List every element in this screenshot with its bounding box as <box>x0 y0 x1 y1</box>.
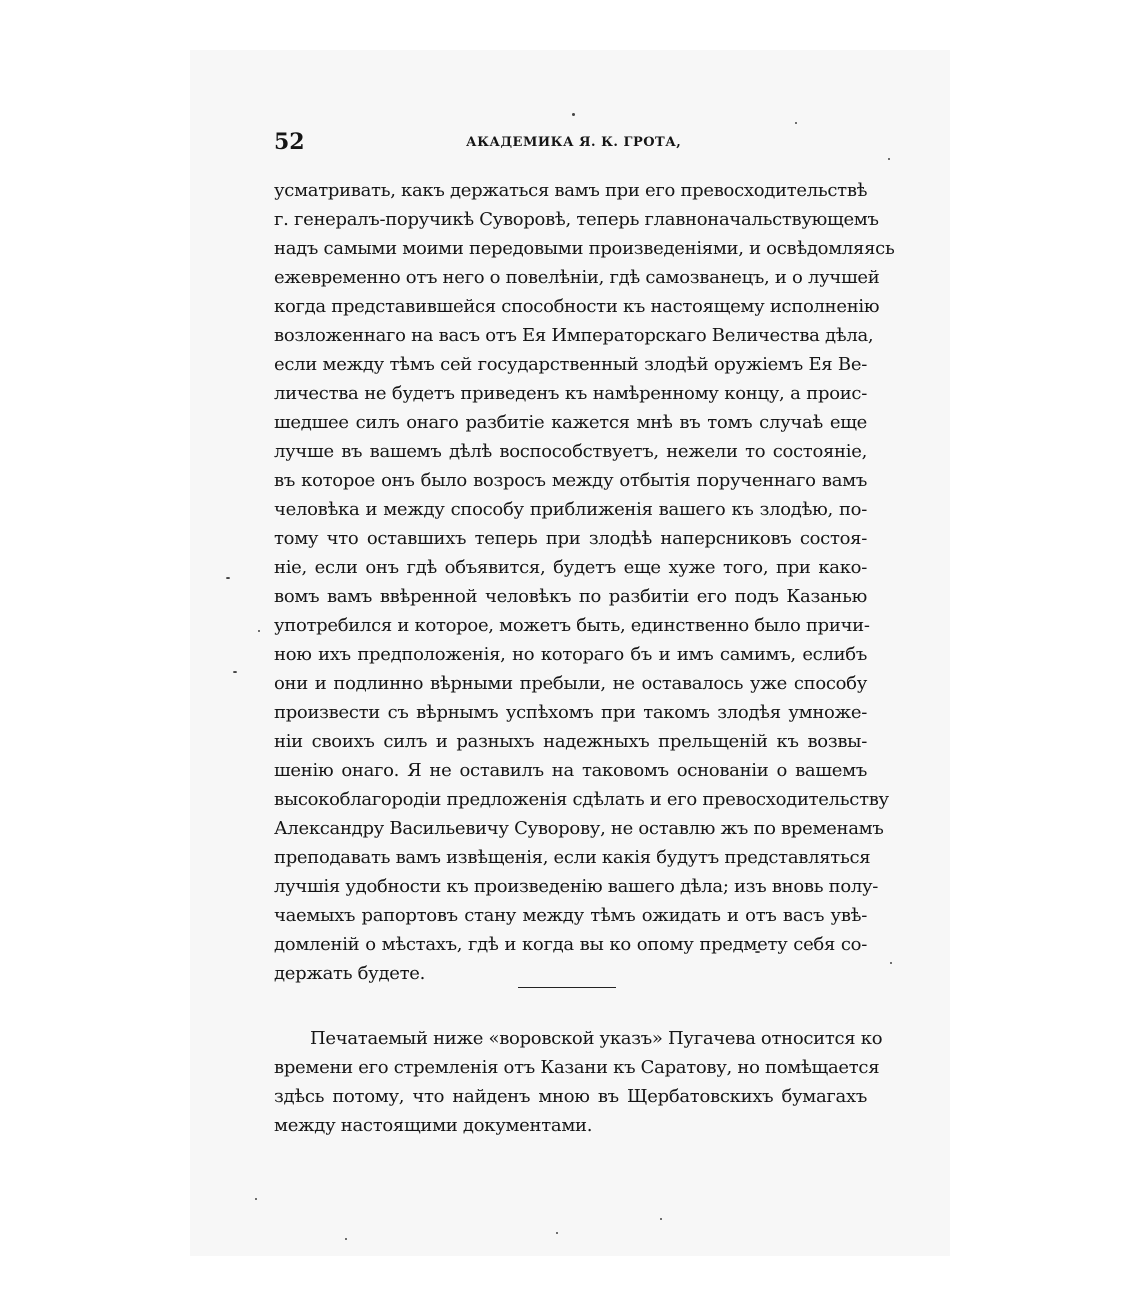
scan-speck <box>890 962 892 964</box>
scan-speck <box>888 158 890 160</box>
text-line: когда представившейся способности къ настоящему исполненію <box>274 296 880 317</box>
scan-speck <box>345 1238 347 1240</box>
scan-speck <box>258 630 260 632</box>
text-line: Александру Васильевичу Суворову, не оставлю жъ по временамъ <box>274 818 884 839</box>
text-line: лучшія удобности къ произведенію вашего дѣла; изъ вновь полу- <box>274 876 879 897</box>
text-line: если между тѣмъ сей государственный злодѣй оружіемъ Ея Ве- <box>274 354 867 375</box>
text-line: вомъ вамъ ввѣренной человѣкъ по разбитіи его подъ Казанью <box>274 586 867 607</box>
text-line: усматривать, какъ держаться вамъ при его превосходительствѣ <box>274 180 868 201</box>
text-line: г. генералъ-поручикѣ Суворовѣ, теперь главноначальствующемъ <box>274 209 879 230</box>
text-line: ежевременно отъ него о повелѣніи, гдѣ самозванецъ, и о лучшей <box>274 267 880 288</box>
scan-speck <box>795 122 797 124</box>
text-line: Печатаемый ниже «воровской указъ» Пугачева относится ко <box>310 1028 883 1049</box>
text-line: лучше въ вашемъ дѣлѣ воспособствуетъ, нежели то состояніе, <box>274 441 867 462</box>
text-line: произвести съ вѣрнымъ успѣхомъ при такомъ злодѣя умноже- <box>274 702 867 723</box>
text-line: между настоящими документами. <box>274 1115 593 1136</box>
scan-speck <box>233 671 237 673</box>
text-line: высокоблагородіи предложенія сдѣлать и его превосходительству <box>274 789 889 810</box>
note-paragraph <box>274 1024 883 1140</box>
running-head: АКАДЕМИКА Я. К. ГРОТА, <box>466 135 682 150</box>
text-line: ною ихъ предположенія, но котораго бъ и имъ самимъ, еслибъ <box>274 644 867 665</box>
text-line: человѣка и между способу приближенія вашего къ злодѣю, по- <box>274 499 867 520</box>
text-line: чаемыхъ рапортовъ стану между тѣмъ ожидать и отъ васъ увѣ- <box>274 905 867 926</box>
scan-speck <box>255 1198 257 1200</box>
main-paragraph <box>274 176 895 988</box>
text-line: надъ самыми моими передовыми произведеніями, и освѣдомляясь <box>274 238 895 259</box>
section-divider <box>518 987 616 988</box>
scan-speck <box>556 1232 558 1234</box>
text-line: держать будете. <box>274 963 426 984</box>
text-line: ніе, если онъ гдѣ объявится, будетъ еще хуже того, при како- <box>274 557 867 578</box>
text-line: шедшее силъ онаго разбитіе кажется мнѣ въ томъ случаѣ еще <box>274 412 867 433</box>
text-line: въ которое онъ было возросъ между отбытія порученнаго вамъ <box>274 470 867 491</box>
text-line: здѣсь потому, что найденъ мною въ Щербатовскихъ бумагахъ <box>274 1086 867 1107</box>
text-line: они и подлинно вѣрными пребыли, не оставалось уже способу <box>274 673 867 694</box>
scan-speck <box>660 1218 662 1220</box>
scan-speck <box>226 577 230 579</box>
text-line: времени его стремленія отъ Казани къ Саратову, но помѣщается <box>274 1057 880 1078</box>
text-line: преподавать вамъ извѣщенія, если какія будутъ представляться <box>274 847 871 868</box>
text-line: ніи своихъ силъ и разныхъ надежныхъ прельщеній къ возвы- <box>274 731 867 752</box>
text-line: шенію онаго. Я не оставилъ на таковомъ основаніи о вашемъ <box>274 760 867 781</box>
text-line: возложеннаго на васъ отъ Ея Императорскаго Величества дѣла, <box>274 325 874 346</box>
text-line: личества не будетъ приведенъ къ намѣренному концу, а проис- <box>274 383 867 404</box>
text-line: употребился и которое, можетъ быть, единственно было причи- <box>274 615 870 636</box>
page-number: 52 <box>274 129 305 155</box>
text-line: тому что оставшихъ теперь при злодѣѣ наперсниковъ состоя- <box>274 528 867 549</box>
text-line: домленій о мѣстахъ, гдѣ и когда вы ко опому предмету себя со- <box>274 934 867 955</box>
page-header <box>274 128 867 158</box>
scan-speck <box>572 113 575 116</box>
